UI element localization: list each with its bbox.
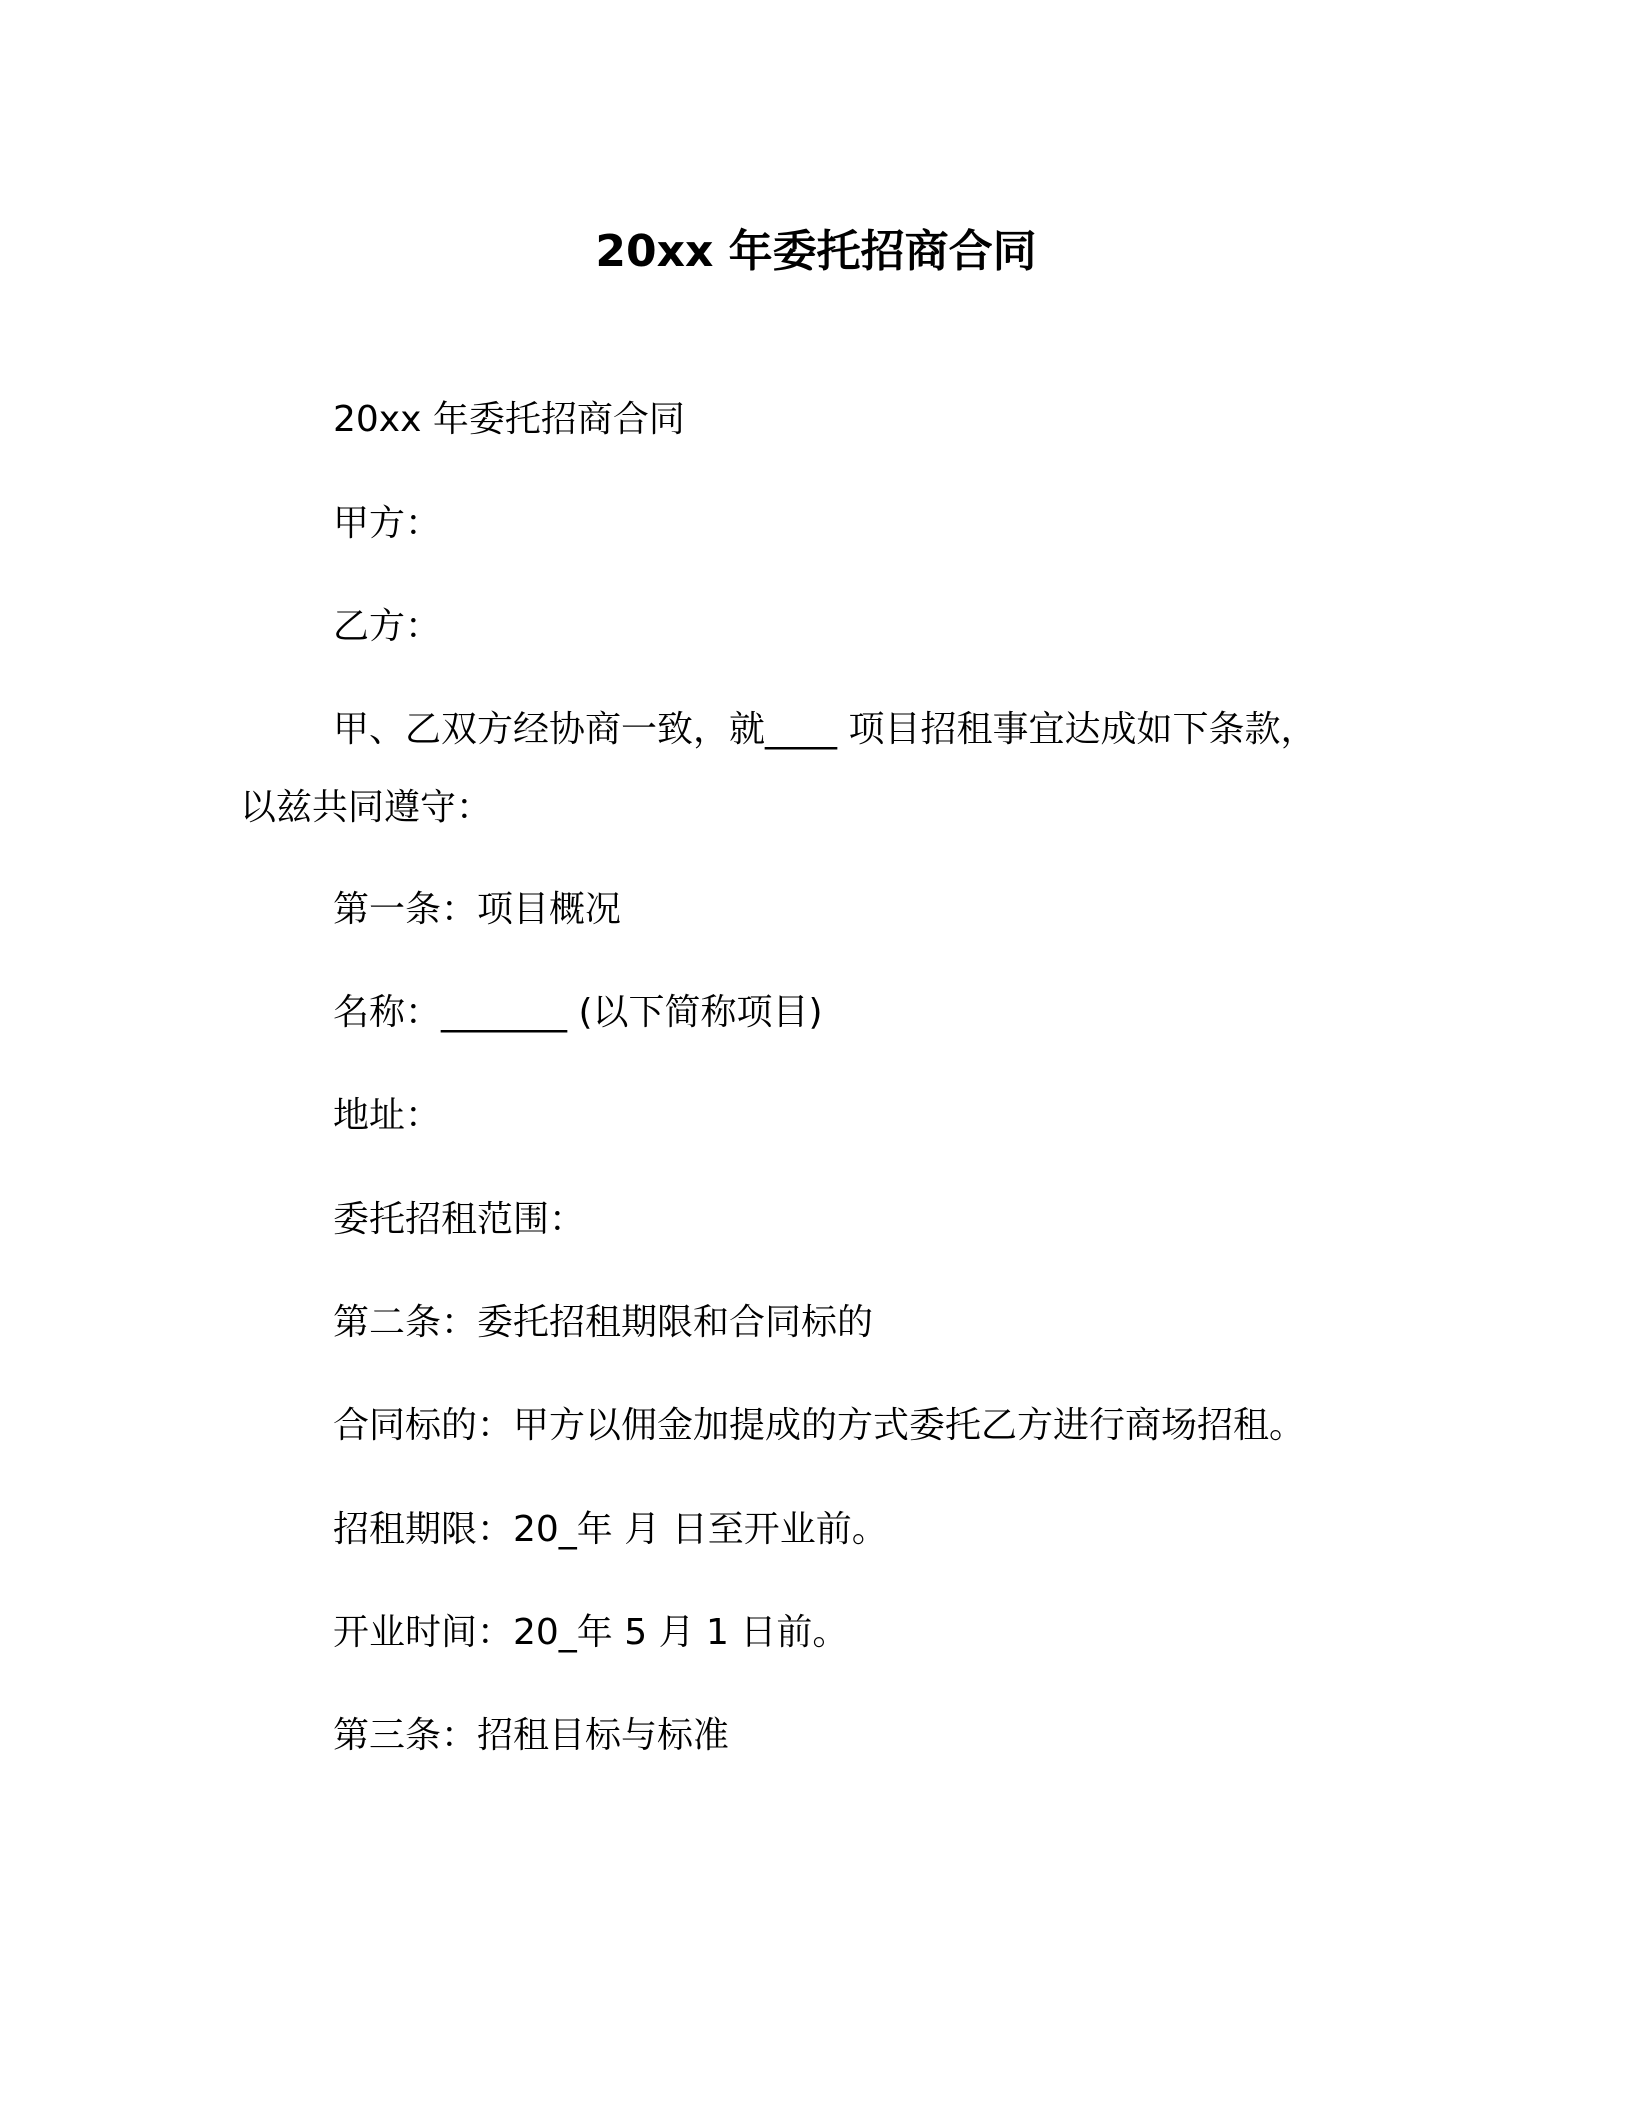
paragraph-opening-time: 开业时间：20_年 5 月 1 日前。 <box>333 1612 849 1653</box>
article-3-heading: 第三条：招租目标与标准 <box>333 1715 730 1756</box>
paragraph-agreement-line-1: 甲、乙双方经协商一致，就____ 项目招租事宜达成如下条款， <box>333 709 1317 750</box>
paragraph-leasing-period: 招租期限：20_年 月 日至开业前。 <box>333 1509 888 1550</box>
paragraph-agreement <box>240 706 1360 832</box>
paragraph-scope: 委托招租范围： <box>333 1199 586 1240</box>
paragraph-agreement-line-2: 以兹共同遵守： <box>240 787 493 828</box>
paragraph-party-b: 乙方： <box>333 606 442 647</box>
document-title: 20xx 年委托招商合同 <box>595 226 1037 277</box>
paragraph-name: 名称：_______ (以下简称项目) <box>333 992 823 1033</box>
paragraph-subtitle: 20xx 年委托招商合同 <box>333 399 685 440</box>
paragraph-party-a: 甲方： <box>333 503 442 544</box>
article-2-heading: 第二条：委托招租期限和合同标的 <box>333 1302 874 1343</box>
paragraph-address: 地址： <box>333 1095 442 1136</box>
article-1-heading: 第一条：项目概况 <box>333 889 622 930</box>
paragraph-contract-subject: 合同标的：甲方以佣金加提成的方式委托乙方进行商场招租。 <box>333 1405 1306 1446</box>
